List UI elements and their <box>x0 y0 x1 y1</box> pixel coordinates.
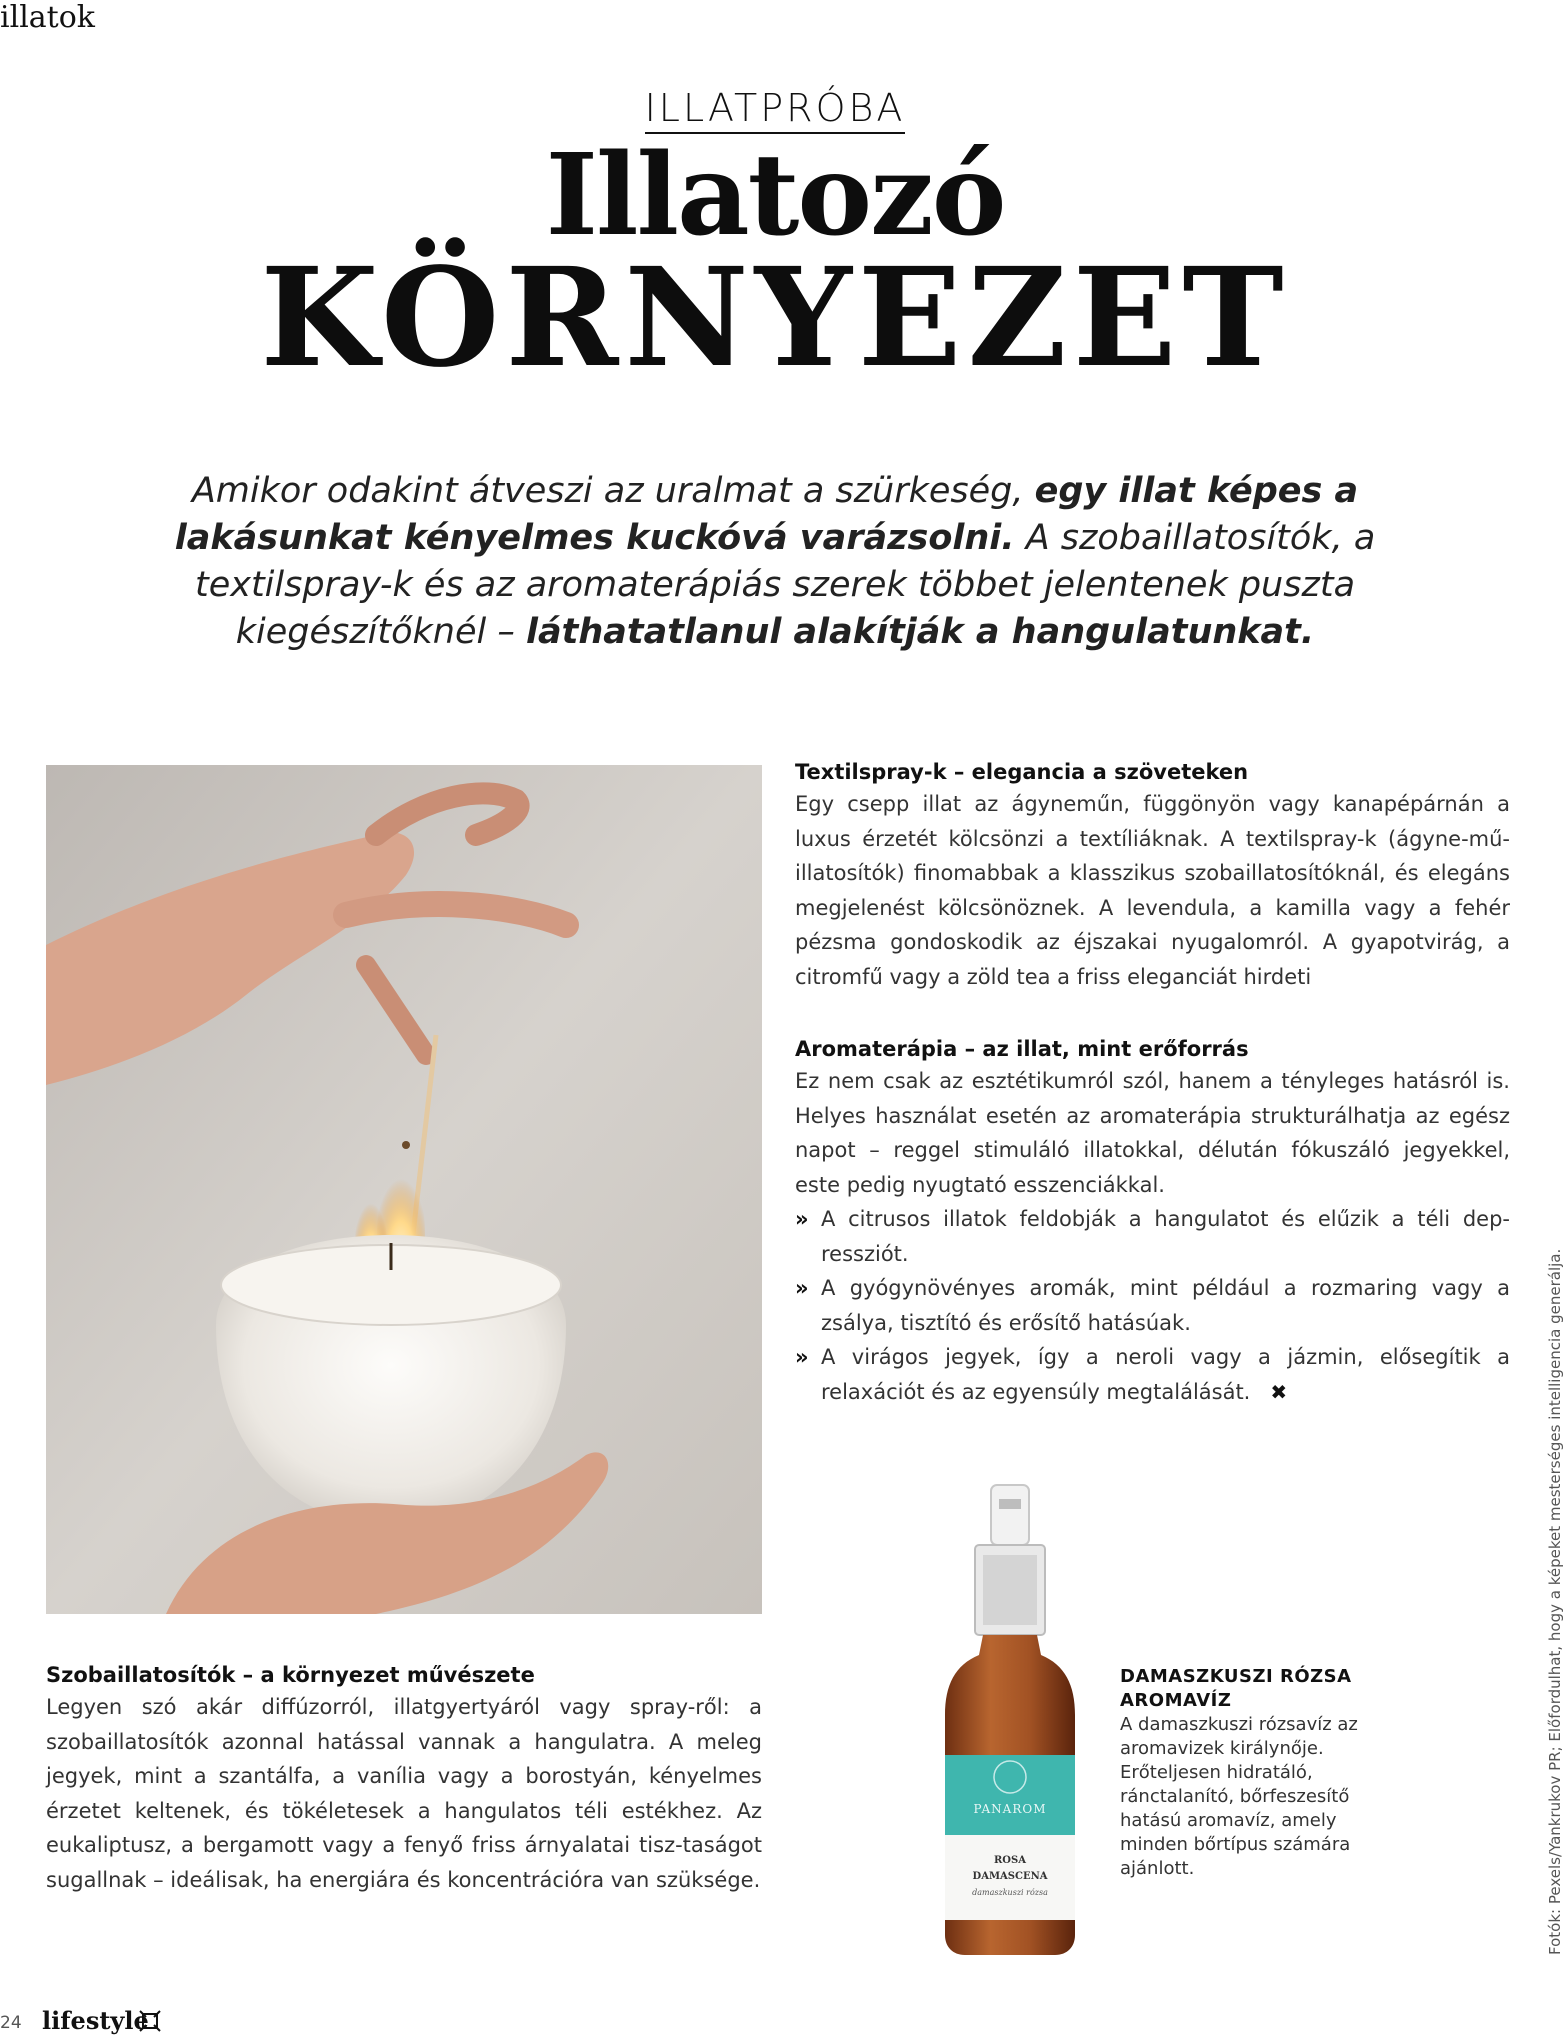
footer-brand: lifestyle <box>42 2006 149 2035</box>
aroma-heading: Aromaterápia – az illat, mint erőforrás <box>795 1037 1249 1061</box>
section-room <box>46 1660 762 1897</box>
bottle-label-brand: PANAROM <box>973 1802 1047 1816</box>
bottle-label-line3: damaszkuszi rózsa <box>972 1888 1048 1897</box>
aroma-bullet-list <box>795 1202 1510 1409</box>
bottle-label-line1: ROSA <box>993 1855 1027 1866</box>
lead-text-2: A szobaillatosítók, a textilspray-k és az aromaterápiás szerek többet jelentenek puszta kiegészítőknél – <box>194 518 1376 652</box>
product-bottle-image <box>935 1485 1085 1955</box>
product-caption-body: A damaszkuszi rózsavíz az aromavizek királynője. Erőteljesen hidratáló, ránctalanító, bőrfeszesítő hatású aromavíz, amely minden bőrtípus számára ajánlott. <box>1120 1714 1358 1879</box>
room-body: Legyen szó akár diffúzorról, illatgyertyáról vagy spray-ről: a szobaillatosítók azonnal hatással vannak a hangulatra. A meleg jegyek, mint a szantálfa, a vanília vagy a borostyán, kényelmes érzetet keltenek, és tökéletesek a hangulatos téli estékhez. Az eukaliptusz, a bergamott vagy a fenyő friss árnyalatai tisz-taságot sugallnak – ideálisak, ha energiára és koncentrációra van szüksége. <box>46 1695 762 1892</box>
bottle-label-line2: DAMASCENA <box>972 1871 1048 1882</box>
product-caption-title <box>1120 1665 1360 1713</box>
room-heading: Szobaillatosítók – a környezet művészete <box>46 1663 535 1687</box>
bullet-text: A gyógynövényes aromák, mint például a rozmaring vagy a zsálya, tisztító és erősítő hatásúak. <box>821 1276 1510 1335</box>
brand-logo-icon <box>140 2011 160 2031</box>
product-caption <box>1120 1665 1360 1881</box>
bullet-mark: » <box>795 1276 809 1300</box>
list-item <box>795 1202 1510 1271</box>
bullet-mark: » <box>795 1207 809 1231</box>
lead-bold-2: láthatatlanul alakítják a hangulatunkat. <box>525 612 1315 652</box>
section-aroma <box>795 1034 1510 1409</box>
section-tag: illatok <box>0 0 95 35</box>
article-kicker: ILLATPRÓBA <box>0 86 1550 130</box>
caption-title-line2: AROMAVÍZ <box>1120 1690 1232 1711</box>
section-textile <box>795 757 1510 994</box>
article-lead <box>140 468 1410 656</box>
page-number: 24 <box>0 2013 22 2033</box>
bullet-text: A virágos jegyek, így a neroli vagy a jázmin, elősegítik a relaxációt és az egyensúly megtalálását. <box>821 1345 1510 1404</box>
textile-body: Egy csepp illat az ágyneműn, függönyön vagy kanapépárnán a luxus érzetét kölcsönzi a textíliáknak. A textilspray-k (ágyne-mű-illatosítók) finomabbak a klasszikus szobaillatosítóknál, és elegáns megjelenést kölcsönöznek. A levendula, a kamilla vagy a fehér pézsma gondoskodik az éjszakai nyugalomról. A gyapotvirág, a citromfű vagy a zöld tea a friss eleganciát hirdeti <box>795 792 1510 989</box>
list-item <box>795 1271 1510 1340</box>
aroma-body: Ez nem csak az esztétikumról szól, hanem a tényleges hatásról is. Helyes használat esetén az aromaterápia strukturálhatja az egész napot – reggel stimuláló illatokkal, délután fókuszáló jegyekkel, este pedig nyugtató esszenciákkal. <box>795 1069 1510 1197</box>
photo-credit: Fotók: Pexels/Yankrukov PR; Előfordulhat, hogy a képeket mesterséges intelligencia generálja. <box>1546 1248 1564 1955</box>
article-title-line1: Illatozó <box>545 130 1005 261</box>
list-item <box>795 1340 1510 1409</box>
end-of-article-icon: ✖ <box>1270 1379 1288 1404</box>
caption-title-line1: DAMASZKUSZI RÓZSA <box>1120 1666 1352 1687</box>
candle-photo <box>46 765 762 1614</box>
lead-text-1: Amikor odakint átveszi az uralmat a szürkeség, <box>191 471 1035 511</box>
textile-heading: Textilspray-k – elegancia a szöveteken <box>795 760 1249 784</box>
bullet-text: A citrusos illatok feldobják a hangulatot és elűzik a téli dep-ressziót. <box>821 1207 1510 1266</box>
article-title-line2: KÖRNYEZET <box>260 238 1290 398</box>
bullet-mark: » <box>795 1345 809 1369</box>
lead-bold-1: egy illat képes a lakásunkat kényelmes kuckóvá varázsolni. <box>174 471 1359 558</box>
